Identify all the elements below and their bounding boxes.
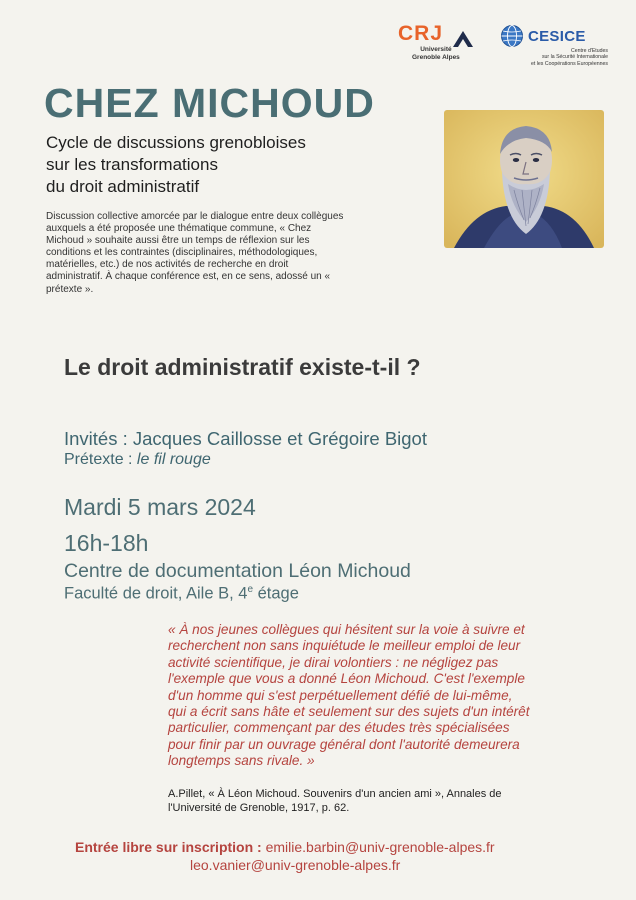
pretext-value: le fil rouge <box>136 451 211 468</box>
event-pretext <box>64 451 211 469</box>
quote-line: recherchent non sans inquiétude le meilleur emploi de leur <box>168 638 521 654</box>
guests-names: Jacques Caillosse et Grégoire Bigot <box>132 428 427 449</box>
registration-label: Entrée libre sur inscription : <box>75 839 266 855</box>
intro-paragraph: Discussion collective amorcée par le dialogue entre deux collègues auxquels a été proposée une thématique commune, « Chez Michoud » souhaite aussi être un temps de réflexion sur les conditions et les contraintes (disciplinaires, méthodologiques, matérielles, etc.) de nos activités de recherche en droit administratif. À chaque conférence est, en ce sens, adossé un « prétexte ». <box>46 211 344 295</box>
subtitle-line: sur les transformations <box>46 155 218 174</box>
globe-icon <box>500 24 524 48</box>
quote-line: activité scientifique, je dirai volontiers : ne négligez pas <box>168 654 499 670</box>
quote-line: longtemps sans rivale. » <box>168 753 315 769</box>
quote-line: particulier, commençant par des études très spécialisées <box>168 720 510 736</box>
email-link-leo[interactable]: leo.vanier@univ-grenoble-alpes.fr <box>190 857 401 873</box>
quote-block <box>168 622 588 770</box>
quote-line: pour finir par un ouvrage général dont l'autorité demeurera <box>168 736 520 752</box>
event-room: Faculté de droit, Aile B, 4e étage <box>64 584 299 603</box>
quote-line: « À nos jeunes collègues qui hésitent sur la voie à suivre et <box>168 622 525 637</box>
pretext-label: Prétexte : <box>64 451 137 468</box>
guests-label: Invités : <box>64 428 133 449</box>
event-guests <box>64 428 427 450</box>
cesice-logo <box>500 24 610 68</box>
crj-logo <box>398 22 484 66</box>
quote-line: l'exemple que vous a donné Léon Michoud. C'est l'exemple <box>168 671 525 687</box>
quote-citation: A.Pillet, « À Léon Michoud. Souvenirs d'un ancien ami », Annales de l'Université de Grenoble, 1917, p. 62. <box>168 788 502 814</box>
subtitle <box>46 132 406 198</box>
event-place: Centre de documentation Léon Michoud <box>64 560 411 582</box>
quote-line: d'un homme qui s'est perpétuellement défié de lui-même, <box>168 687 513 703</box>
subtitle-line: du droit administratif <box>46 177 200 196</box>
quote-line: qui a écrit sans hâte et seulement sur des sujets d'un intérêt <box>168 704 530 720</box>
cesice-logo-text: CESICE <box>528 28 586 45</box>
email-link-emilie[interactable]: emilie.barbin@univ-grenoble-alpes.fr <box>265 839 495 855</box>
subtitle-line: Cycle de discussions grenobloises <box>46 133 306 152</box>
event-time: 16h-18h <box>64 530 149 556</box>
crj-logo-text: CRJ <box>398 22 444 45</box>
portrait-image <box>444 110 604 248</box>
registration-contact <box>75 838 495 874</box>
portrait-illustration <box>444 110 604 248</box>
page-title: CHEZ MICHOUD <box>44 80 375 126</box>
crj-logo-subtitle: Université Grenoble Alpes <box>412 46 460 61</box>
event-question: Le droit administratif existe-t-il ? <box>64 354 421 380</box>
cesice-logo-subtitle: Centre d'Etudes sur la Sécurité Internationale et les Coopérations Européennes <box>531 48 608 67</box>
event-date: Mardi 5 mars 2024 <box>64 494 256 520</box>
